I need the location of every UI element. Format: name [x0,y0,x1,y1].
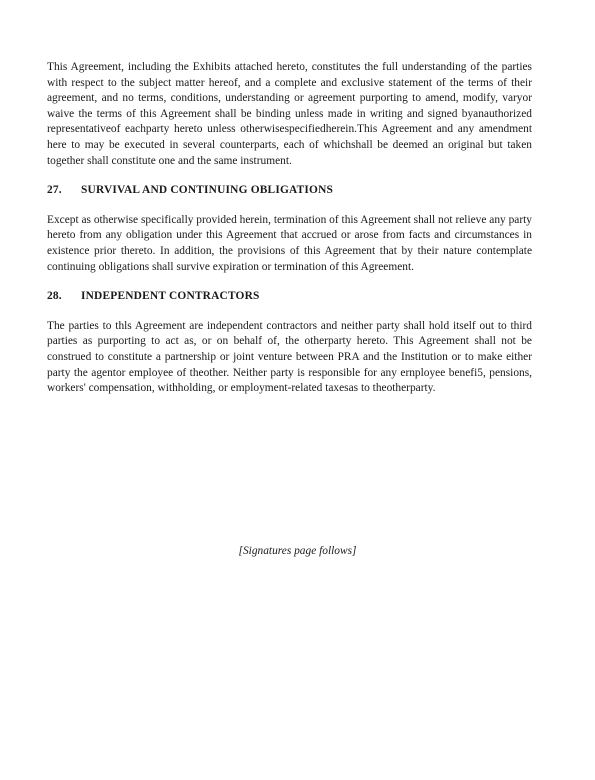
section-heading-28 [47,289,532,305]
section-title: SURVIVAL AND CONTINUING OBLIGATIONS [81,184,334,197]
section-heading-27 [47,183,532,199]
section-number: 28. [47,290,62,303]
section-body-28: The parties to thls Agreement are independent contractors and neither party shall hold itself out to third parties as purporting to act as, or on behalf of, the otherparty hereto. This Agreement shall not be construed to constitute a partnership or joint venture between PRA and the Institution or to make either party the agentor employee of theother. Neither party is responsible for any ernployee benefi5, pensions, workers' compensation, withholding, or employment-related taxesas to theotherparty. [47,319,532,395]
section-title: INDEPENDENT CONTRACTORS [81,290,260,303]
section-number: 27. [47,184,62,197]
document-page [47,60,532,397]
intro-paragraph: This Agreement, including the Exhibits attached hereto, constitutes the full understanding of the parties with respect to the subject matter hereof, and a complete and exclusive statement of the terms of their agreement, and no terms, conditions, understanding or agreement purporting to amend, modify, varyor waive the terms of this Agreement shall be binding unless made in writing and signed byanauthorized representativeof eachparty hereto unless otherwisespecifiedherein.This Agreement and any amendment here to may be executed in several counterparts, each of whichshall be deemed an original but taken together shall constitute one and the same instrument. [47,61,532,167]
section-body-27: Except as otherwise specifically provided herein, termination of this Agreement shall not relieve any party hereto from any obligation under this Agreement that accrued or arose from facts and circumstances in existence prior thereto. In addition, the provisions of this Agreement that by their nature contemplate continuing obligations shall survive expiration or termination of this Agreement. [47,213,532,273]
signatures-note: [Signatures page follows] [238,545,357,557]
